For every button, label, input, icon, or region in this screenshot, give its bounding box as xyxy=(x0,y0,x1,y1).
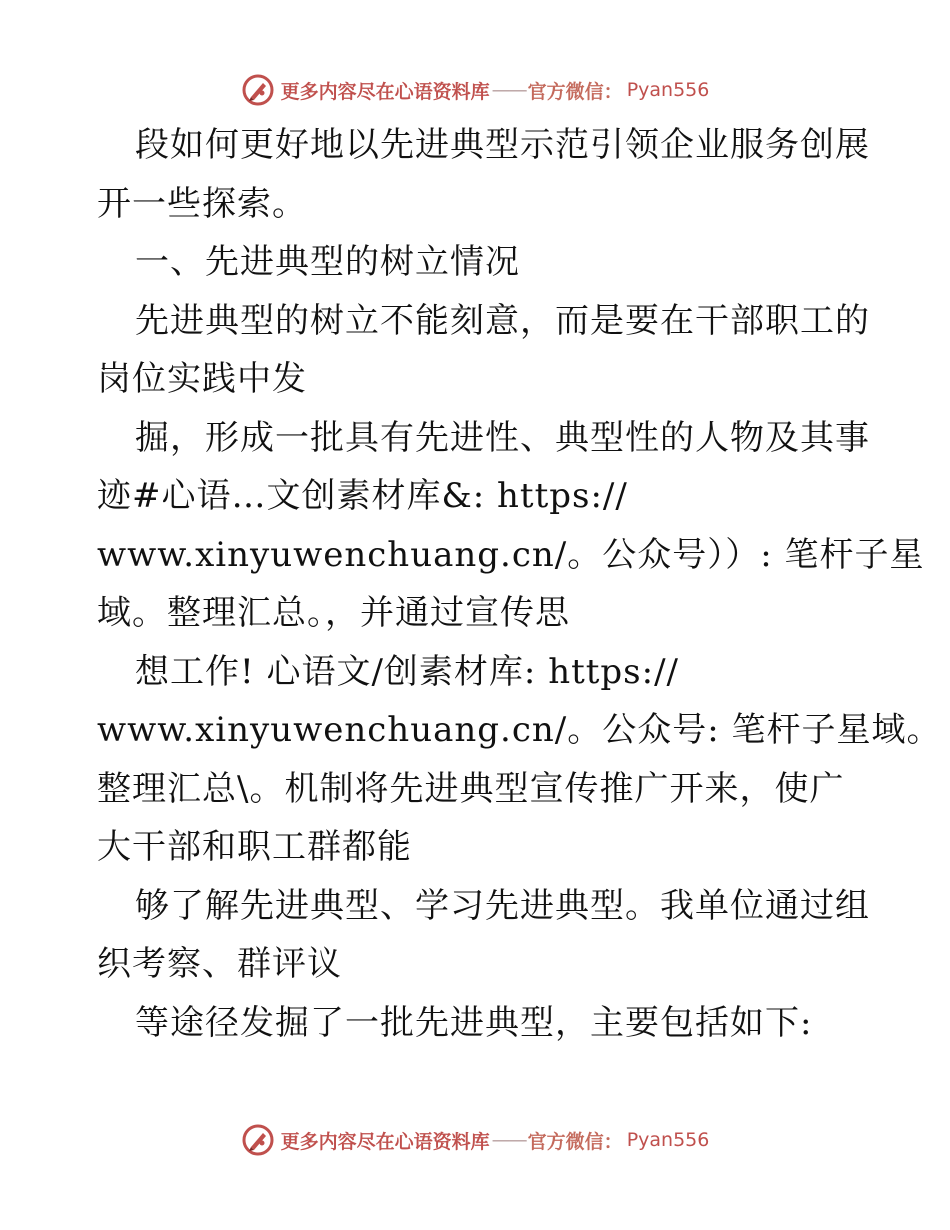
banner-wechat-label: 官方微信： xyxy=(527,1130,623,1153)
text-line: 大干部和职工群都能 xyxy=(97,827,412,867)
header-banner xyxy=(0,70,950,110)
section-heading: 一、先进典型的树立情况 xyxy=(135,242,520,282)
text-line: 先进典型的树立不能刻意，而是要在干部职工的 xyxy=(135,300,870,341)
text-line: 等途径发掘了一批先进典型，主要包括如下: xyxy=(135,1002,813,1043)
pen-logo-icon xyxy=(241,73,275,107)
text-line: 开一些探索。 xyxy=(97,183,307,224)
banner-wechat-id: Pyan556 xyxy=(626,79,710,101)
text-line: 域。整理汇总。，并通过宣传思 xyxy=(97,593,570,633)
document-body xyxy=(97,116,942,1052)
text-line: 想工作! 心语文/创素材库: https:// xyxy=(135,651,679,692)
pen-logo-icon xyxy=(241,1123,275,1157)
text-line: 段如何更好地以先进典型示范引领企业服务创展 xyxy=(135,125,870,165)
text-line: 岗位实践中发 xyxy=(97,359,307,399)
banner-wechat-id: Pyan556 xyxy=(626,1129,710,1151)
banner-main-text: 更多内容尽在心语资料库 xyxy=(280,1130,490,1153)
footer-banner xyxy=(0,1120,950,1160)
banner-dash: —— xyxy=(491,1129,526,1151)
banner-main-text: 更多内容尽在心语资料库 xyxy=(280,80,490,103)
text-line: 掘，形成一批具有先进性、典型性的人物及其事 xyxy=(135,417,870,458)
text-line: 织考察、群评议 xyxy=(97,944,342,984)
banner-wechat-label: 官方微信： xyxy=(527,80,623,103)
text-line: www.xinyuwenchuang.cn/。公众号: 笔杆子星域。 xyxy=(97,710,942,750)
text-line: 够了解先进典型、学习先进典型。我单位通过组 xyxy=(135,885,870,926)
banner-dash: —— xyxy=(491,79,526,101)
text-line: 迹#心语…文创素材库&: https:// xyxy=(97,476,628,516)
text-line: www.xinyuwenchuang.cn/。公众号））: 笔杆子星 xyxy=(97,534,925,575)
text-line: 整理汇总\。机制将先进典型宣传推广开来，使广 xyxy=(97,768,845,809)
